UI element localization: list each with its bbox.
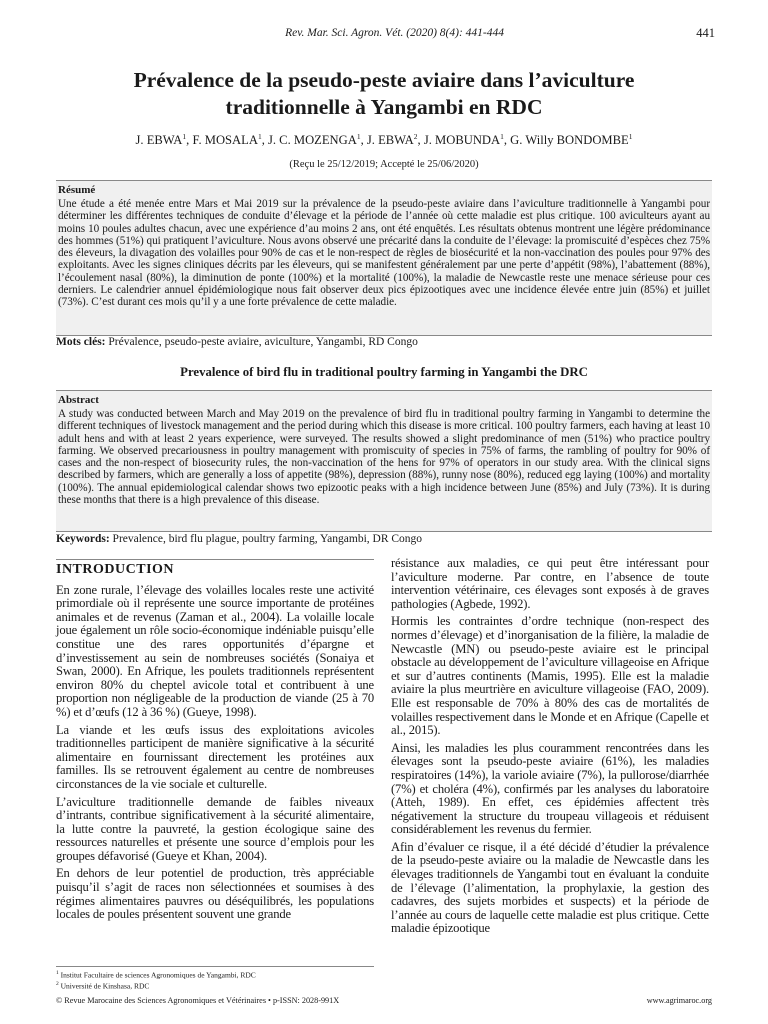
- author: J. EBWA$^1$: [135, 132, 187, 148]
- paragraph: résistance aux maladies, ce qui peut être intéressant pour l’aviculture moderne. Par contre, en l’absence de toute intervention vétérinaire, ces élevages sont exposés à de graves pathologies (Agbede, 1992).: [391, 556, 709, 611]
- paragraph: La viande et les œufs issus des exploitations avicoles traditionnelles participent de manière significative à la sécurité alimentaire en fournissant directement les protéines aux familles. Ils se retrouvent également au centre de nombreuses circonstances de la vie sociale et culturelle.: [56, 722, 374, 791]
- page-footer: [56, 996, 712, 1010]
- body-column-left: [56, 557, 374, 926]
- english-title: Prevalence of bird flu in traditional poultry farming in Yangambi the DRC: [180, 365, 588, 379]
- author-list: J. EBWA$^1$, F. MOSALA$^1$, J. C. MOZENGA$^1$, J. EBWA$^2$, J. MOBUNDA$^1$, G. Willy BONDOMBE$^1$: [135, 132, 633, 148]
- footnote: $^2$ Université de Kinshasa, RDC: [56, 980, 150, 990]
- journal-citation: Rev. Mar. Sci. Agron. Vét. (2020) 8(4): 441-444: [285, 27, 504, 39]
- keywords-fr-text: Prévalence, pseudo-peste aviaire, aviculture, Yangambi, RD Congo: [108, 336, 418, 348]
- author: J. MOBUNDA$^1$: [423, 132, 504, 148]
- footnotes: [56, 966, 374, 990]
- resume-box: [56, 180, 712, 336]
- paragraph: En dehors de leur potentiel de production, très appréciable puisqu’il s’agit de races non sélectionnées et soumises à des régimes alimentaires pauvres ou déséquilibrés, les populations locales de poules présentent souvent une grande: [56, 866, 374, 922]
- introduction-heading: INTRODUCTION: [56, 559, 374, 577]
- footnote: $^1$ Institut Facultaire de sciences Agronomiques de Yangambi, RDC: [56, 970, 256, 980]
- abstract-heading: Abstract: [58, 394, 99, 406]
- article-title-line-2: traditionnelle à Yangambi en RDC: [225, 95, 543, 119]
- paragraph: Afin d’évaluer ce risque, il a été décidé d’étudier la prévalence de la pseudo-peste aviaire ou la maladie de Newcastle dans les élevages traditionnels de Yangambi tout en évaluant la conduite de l’élevage (l’alimentation, la prophylaxie, la gestion des cadavres, des sujets morbides et suspects) et la période de l’année au cours de laquelle cette maladie est plus critique. Cette maladie épizootique: [391, 839, 709, 936]
- abstract-text: A study was conducted between March and May 2019 on the prevalence of bird flu in traditional poultry farming in Yangambi to determine the different techniques of livestock management and the period during which this disease is more critical. 100 poultry farmers, each having at least 10 adult hens and with at least 2 years experience, were surveyed. The results showed a slight predominance of men (51%) who practice poultry farming. We observed precariousness in poultry management with promiscuity of species in 75% of farms, the rambling of poultry for 90% of cases and the non-respect of biosecurity rules, the non-vaccination of the hens for 97% of operators in our study area. With the clinical signs described by farmers, which are generally a loss of appetite (98%), depression (88%), runny nose (80%), reduced egg laying (100%) and mortality (100%). The annual epidemiological calendar shows two epizootic peaks with a high incidence between June (85%) and July (73%). It is during these months that there is a high prevalence of this disease.: [58, 408, 710, 507]
- running-head: [0, 27, 768, 43]
- keywords-en-text: Prevalence, bird flu plague, poultry farming, Yangambi, DR Congo: [112, 533, 423, 545]
- paragraph: Ainsi, les maladies les plus couramment rencontrées dans les élevages sont la pseudo-peste aviaire (61%), les maladies respiratoires (14%), la variole aviaire (7%), la pullorose/diarrhée (7%) et choléra (4%), confirmés par les analyses du laboratoire (Atteh, 1989). En effet, ces épidémies affectent très négativement la structure du troupeau villageois et réduisent considérablement les revenus du fermier.: [391, 740, 709, 837]
- abstract-box: [56, 390, 712, 532]
- keywords-en-label: Keywords:: [56, 533, 110, 545]
- article-title-line-1: Prévalence de la pseudo-peste aviaire dans l’aviculture: [133, 68, 635, 92]
- resume-heading: Résumé: [58, 184, 96, 196]
- keywords-fr: [56, 335, 712, 349]
- author: J. C. MOZENGA$^1$: [267, 132, 361, 148]
- keywords-en: [56, 532, 712, 546]
- paragraph: Hormis les contraintes d’ordre technique (non-respect des normes d’élevage) et d’inorganisation de la filière, la maladie de Newcastle (MN) ou pseudo-peste aviaire est le principal obstacle au développement de l’aviculture villageoise en Afrique et sur d’autres continents (Mamis, 1995). Elle est la maladie aviaire la plus meurtrière en aviculture villageoise (FAO, 2009). Elle est responsable de 70% à 80% des cas de mortalités de volailles respectivement dans le Monde et en Afrique (Capelle et al., 2015).: [391, 614, 709, 738]
- received-dates: (Reçu le 25/12/2019; Accepté le 25/06/2020): [289, 159, 479, 170]
- paragraph: En zone rurale, l’élevage des volailles locales reste une activité primordiale où il représente une source importante de protéines animales et de revenus (Zaman et al., 2004). La volaille locale joue également un rôle socio-économique indéniable puisqu’elle constitue une des rares opportunités d’épargne et d’investissement au sein de nombreuses sociétés (Sonaiya et Swan, 2000). En Afrique, les poulets traditionnels représentent environ 80% du cheptel avicole total et contribuent à une proportion non négligeable de la production de viande (25 à 70 %) et d’œufs (12 à 36 %) (Gueye, 1998).: [56, 582, 374, 719]
- resume-text: Une étude a été menée entre Mars et Mai 2019 sur la prévalence de la pseudo-peste aviaire dans l’aviculture traditionnelle à Yangambi pour déterminer les différentes techniques de conduite d’élevage et la période de l’année où cette maladie est plus critique. 100 aviculteurs ayant au moins 10 poules adultes chacun, avec une expérience d’au moins 2 ans, ont été enquêtés. Les résultats obtenus montrent une légère prédominance des hommes (51%) qui pratiquent l’aviculture. Nous avons observé une précarité dans la conduite de l’élevage: la promiscuité d’espèces chez 75% des éleveurs, la divagation des volailles pour 90% de cas et le non-respect de règles de biosécurité et la non-vaccination des poules pour 97% des exploitants. Avec les signes cliniques décrits par les éleveurs, qui se manifestent généralement par une perte d’appétit (98%), l’abattement (88%), l’écoulement nasal (80%), la diminution de ponte (100%) et la mortalité (100%), la maladie de Newcastle reste une menace sérieuse pour ces derniers. Le calendrier annuel épidémiologique nous fait observer deux pics épizootiques avec une incidence élevée entre juin (85%) et juillet (73%). C’est durant ces mois qu’il y a une forte prévalence de cette maladie.: [58, 198, 710, 309]
- page-number: 441: [696, 26, 715, 40]
- paragraph: L’aviculture traditionnelle demande de faibles niveaux d’intrants, contribue significativement à la sécurité alimentaire, la lutte contre la pauvreté, la gestion écologique saine des ressources naturelles et présente une source d’emplois pour les groupes défavorisé (Gueye et Khan, 2004).: [56, 794, 374, 863]
- footer-copyright: © Revue Marocaine des Sciences Agronomiques et Vétérinaires • p-ISSN: 2028-991X: [56, 996, 340, 1005]
- author: F. MOSALA$^1$: [192, 132, 262, 148]
- article-title: [60, 67, 708, 121]
- body-column-right: [391, 557, 709, 940]
- author: G. Willy BONDOMBE$^1$: [510, 132, 633, 148]
- footer-website-link[interactable]: www.agrimaroc.org: [646, 996, 712, 1005]
- keywords-fr-label: Mots clés:: [56, 336, 106, 348]
- author: J. EBWA$^2$: [366, 132, 418, 148]
